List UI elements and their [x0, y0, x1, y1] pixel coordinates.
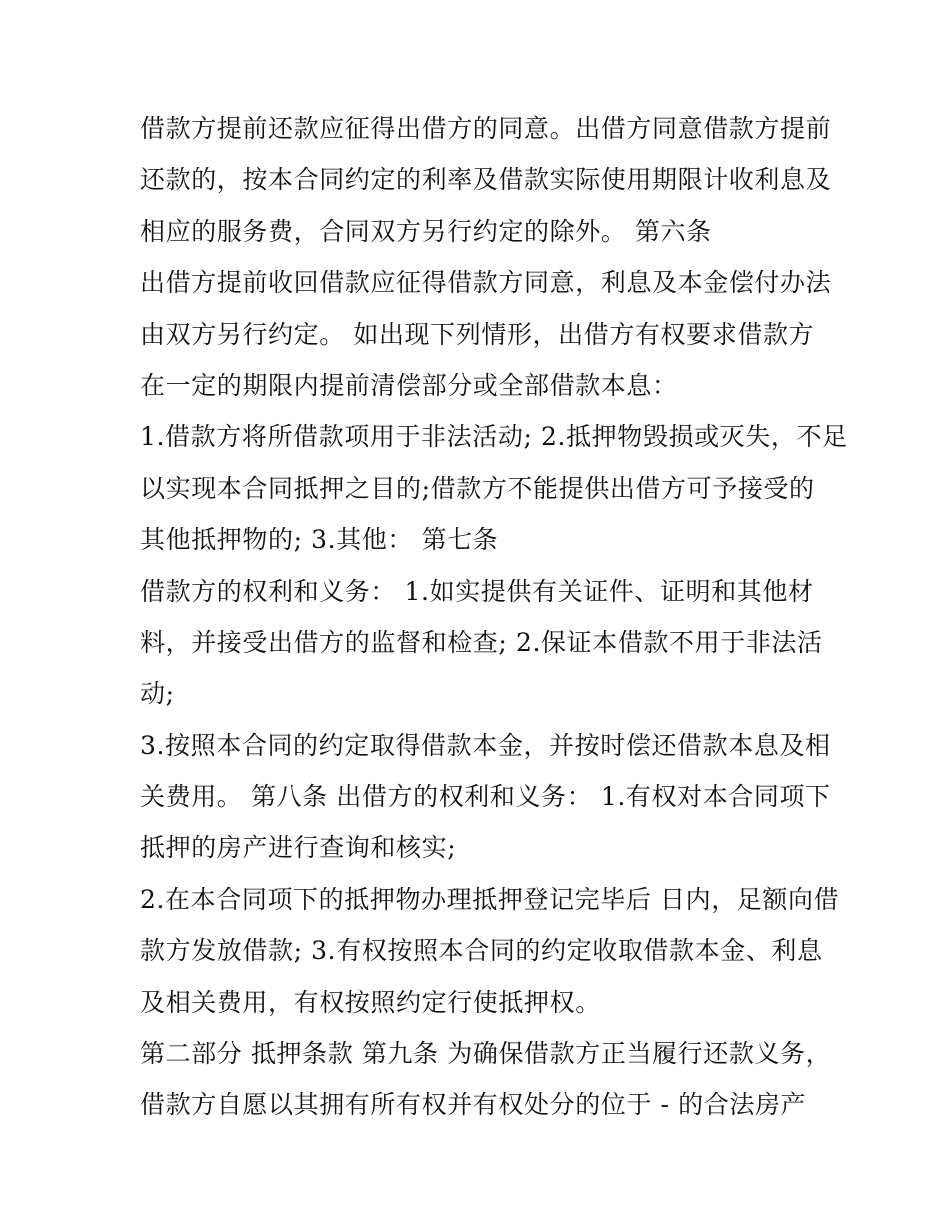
text-line: 1.借款方将所借款项用于非法活动; 2.抵押物毁损或灭失，不足: [140, 422, 848, 452]
text-line: 以实现本合同抵押之目的;借款方不能提供出借方可予接受的: [140, 473, 815, 503]
text-line: 动;: [140, 679, 175, 709]
text-line: 借款方提前还款应征得出借方的同意。出借方同意借款方提前: [140, 114, 832, 143]
text-line: 出借方提前收回借款应征得借款方同意，利息及本金偿付办法: [140, 268, 832, 298]
text-line: 料，并接受出借方的监督和检查; 2.保证本借款不用于非法活: [140, 627, 823, 657]
text-line: 由双方另行约定。 如出现下列情形，出借方有权要求借款方: [140, 319, 815, 349]
text-line: 第二部分 抵押条款 第九条 为确保借款方正当履行还款义务，: [140, 1039, 832, 1069]
text-line: 相应的服务费，合同双方另行约定的除外。 第六条: [140, 216, 712, 246]
text-line: 其他抵押物的; 3.其他： 第七条: [140, 525, 499, 555]
text-line: 3.按照本合同的约定取得借款本金，并按时偿还借款本息及相: [140, 730, 831, 760]
document-body: [140, 103, 848, 1131]
text-line: 还款的，按本合同约定的利率及借款实际使用期限计收利息及: [140, 165, 832, 195]
text-line: 抵押的房产进行查询和核实;: [140, 833, 457, 863]
text-line: 款方发放借款; 3.有权按照本合同的约定收取借款本金、利息: [140, 936, 823, 966]
text-line: 关费用。 第八条 出借方的权利和义务： 1.有权对本合同项下: [140, 782, 831, 812]
text-line: 及相关费用，有权按照约定行使抵押权。: [140, 987, 601, 1017]
text-line: 在一定的期限内提前清偿部分或全部借款本息：: [140, 370, 678, 400]
text-line: 借款方的权利和义务： 1.如实提供有关证件、证明和其他材: [140, 576, 814, 606]
text-line: 2.在本合同项下的抵押物办理抵押登记完毕后 日内，足额向借: [140, 884, 840, 914]
text-line: 借款方自愿以其拥有所有权并有权处分的位于 - 的合法房产: [140, 1090, 807, 1120]
